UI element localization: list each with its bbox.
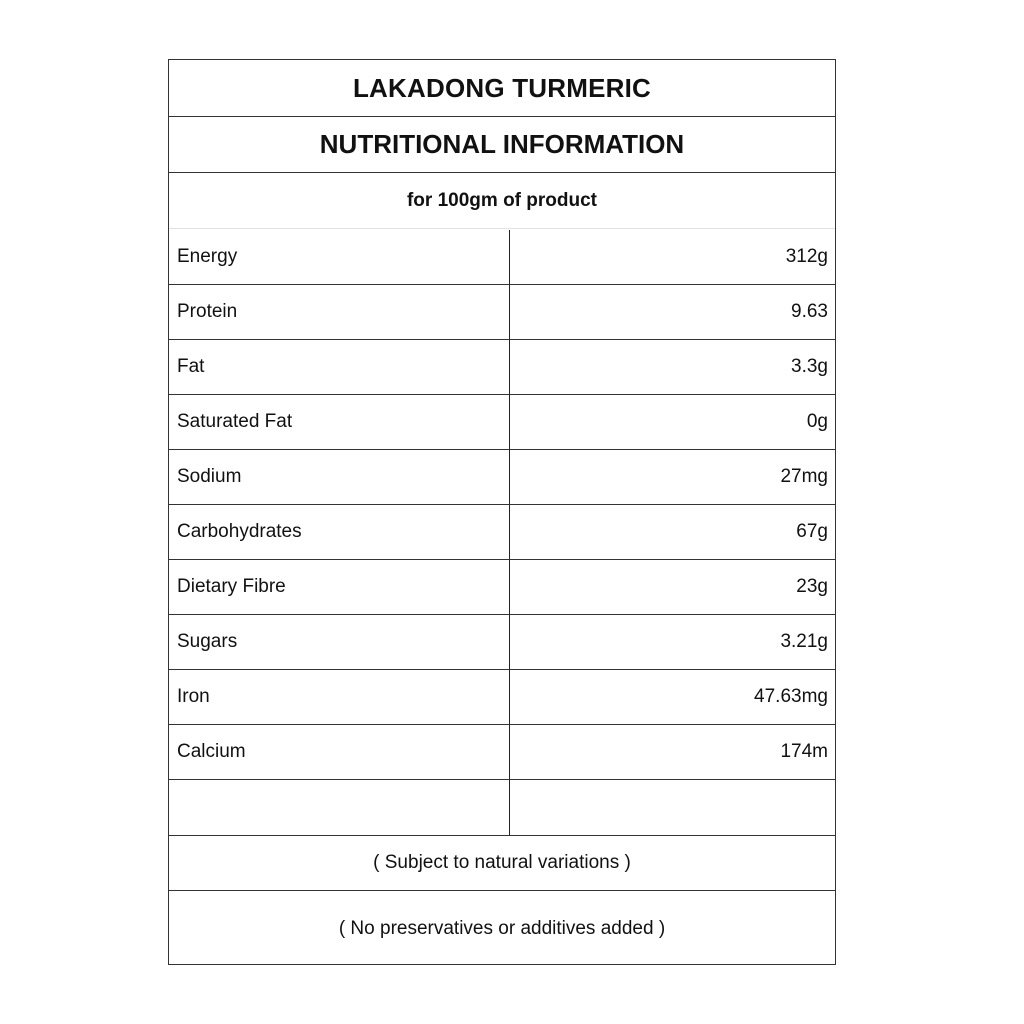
nutrient-row [169,450,835,505]
variation-note: ( Subject to natural variations ) [169,836,835,891]
nutrient-row [169,615,835,670]
nutrient-row [169,395,835,450]
empty-row [169,780,835,836]
nutrient-name [169,780,510,835]
nutrient-value: 0g [806,411,828,432]
nutrient-row [169,230,835,285]
preservatives-note: ( No preservatives or additives added ) [338,917,666,939]
nutrient-value: 3.3g [791,356,828,377]
nutrient-row [169,560,835,615]
nutrient-name: Fat [169,340,510,394]
nutrient-name: Calcium [169,725,510,779]
nutrient-value: 23g [796,576,828,597]
nutrient-value: 47.63mg [754,686,828,707]
nutrient-value: 67g [796,521,828,542]
section-heading: NUTRITIONAL INFORMATION [169,117,835,173]
nutrient-name: Carbohydrates [169,505,510,559]
nutrient-value: 27mg [780,466,828,487]
nutrient-name: Iron [169,670,510,724]
nutrient-name: Protein [169,285,510,339]
nutrient-value: 312g [785,246,828,267]
nutrient-row [169,725,835,780]
nutrient-row [169,505,835,560]
nutrient-row [169,670,835,725]
nutrient-name: Sodium [169,450,510,504]
serving-basis: for 100gm of product [169,173,835,229]
nutrient-row [169,285,835,340]
nutrient-name: Saturated Fat [169,395,510,449]
nutrient-row [169,340,835,395]
nutrient-value: 174m [780,741,828,762]
nutrient-name: Sugars [169,615,510,669]
nutrition-label [168,59,836,965]
nutrient-value: 3.21g [780,631,828,652]
nutrient-name: Energy [169,230,510,284]
nutrient-value [510,780,835,835]
nutrient-value: 9.63 [791,301,828,322]
nutrient-name: Dietary Fibre [169,560,510,614]
product-title: LAKADONG TURMERIC [169,60,835,117]
